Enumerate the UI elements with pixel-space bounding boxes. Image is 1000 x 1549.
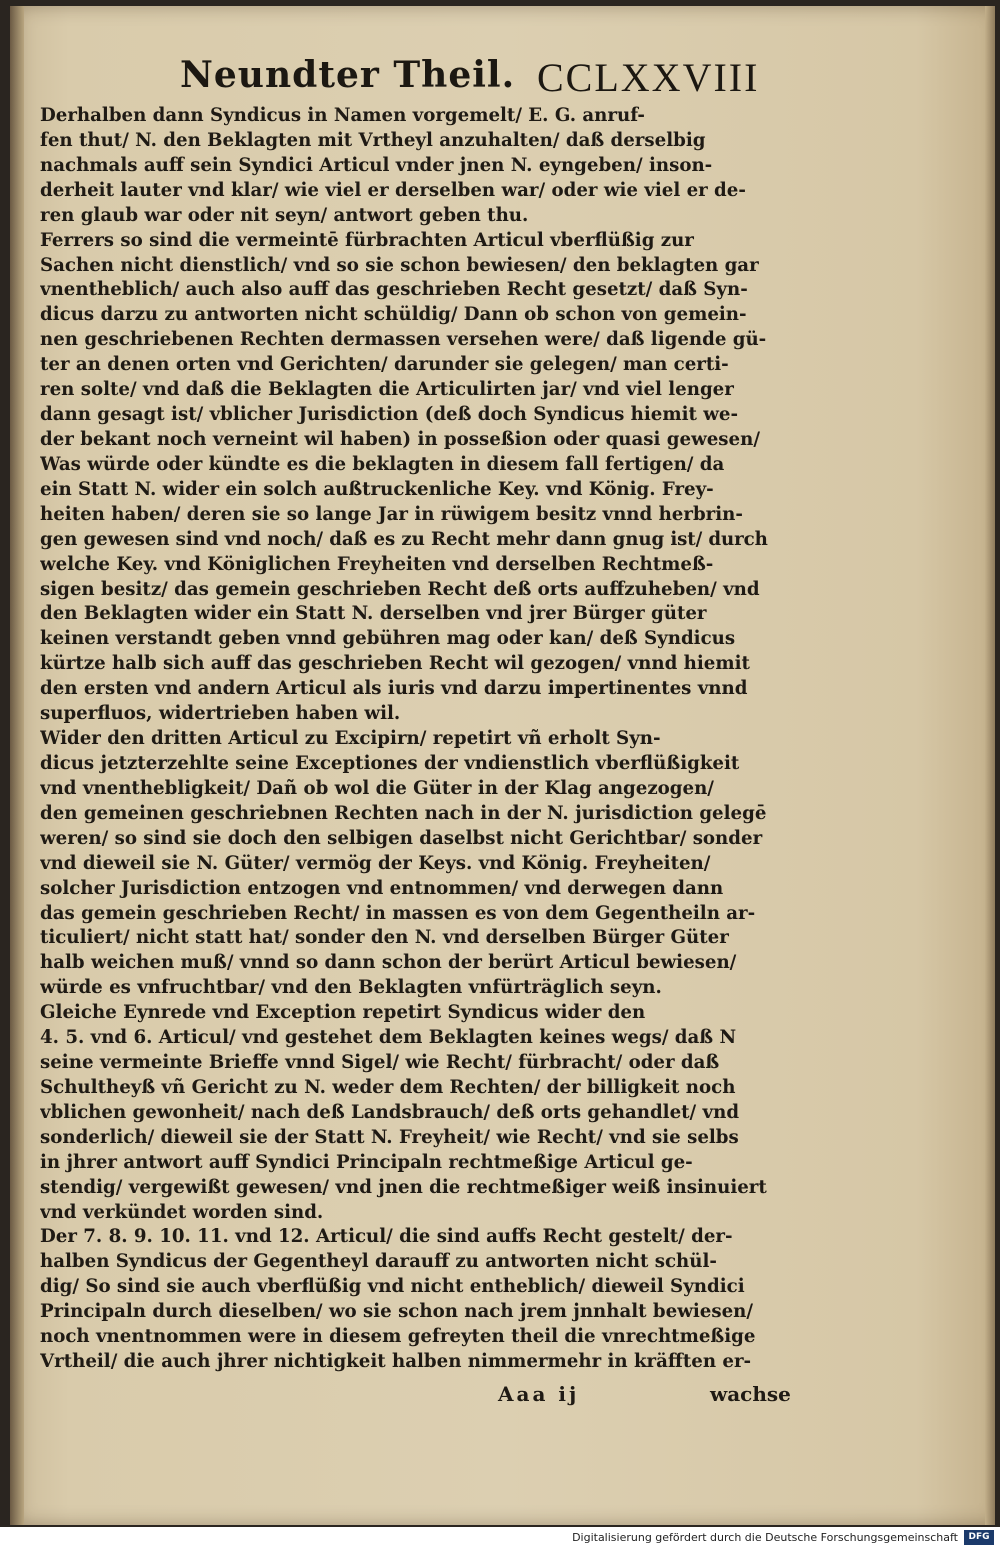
text-line: sonderlich/ dieweil sie der Statt N. Freyheit/ wie Recht/ vnd sie selbs	[40, 1126, 739, 1148]
text-line: Derhalben dann Syndicus in Namen vorgemelt/ E. G. anruf-	[40, 105, 645, 126]
text-line: halb weichen muß/ vnnd so dann schon der berürt Articul bewiesen/	[40, 952, 737, 974]
credit-text: Digitalisierung gefördert durch die Deutsche Forschungsgemeinschaft	[572, 1531, 958, 1544]
text-line: den ersten vnd andern Articul als iuris vnd darzu impertinentes vnnd	[40, 678, 748, 700]
paragraph	[40, 229, 768, 727]
text-line: der bekant noch verneint wil haben) in posseßion oder quasi gewesen/	[40, 428, 760, 450]
signature-mark: Aaa ij	[498, 1382, 580, 1406]
page-header	[10, 54, 995, 106]
text-line: Ferrers so sind die vermeintē fürbrachten Articul vberflüßig zur	[40, 229, 694, 251]
text-line: heiten haben/ deren sie so lange Jar in rüwigem besitz vnnd herbrin-	[40, 503, 743, 525]
main-text-block	[40, 104, 768, 1375]
text-line: ter an denen orten vnd Gerichten/ darunder sie gelegen/ man certi-	[40, 354, 729, 376]
text-line: stendig/ vergewißt gewesen/ vnd jnen die rechtmeßiger weiß insinuiert	[40, 1176, 767, 1198]
page-footer	[10, 1382, 995, 1422]
text-line: vnd dieweil sie N. Güter/ vermög der Keys. vnd König. Freyheiten/	[40, 852, 711, 874]
text-line: das gemein geschrieben Recht/ in massen es von dem Gegentheiln ar-	[40, 902, 756, 924]
text-line: ren glaub war oder nit seyn/ antwort geben thu.	[40, 204, 529, 226]
text-line: ticuliert/ nicht statt hat/ sonder den N. vnd derselben Bürger Güter	[40, 927, 729, 949]
text-line: dann gesagt ist/ vblicher Jurisdiction (deß doch Syndicus hiemit we-	[40, 404, 739, 426]
text-line: Der 7. 8. 9. 10. 11. vnd 12. Articul/ die sind auffs Recht gestelt/ der-	[40, 1226, 733, 1248]
credit-bar	[0, 1527, 1000, 1549]
text-line: gen gewesen sind vnd noch/ daß es zu Recht mehr dann gnug ist/ durch	[40, 528, 768, 550]
dfg-logo: DFG	[964, 1530, 994, 1545]
text-line: Gleiche Eynrede vnd Exception repetirt Syndicus wider den	[40, 1002, 646, 1024]
paragraph	[40, 1001, 768, 1225]
text-line: vnentheblich/ auch also auff das geschrieben Recht gesetzt/ daß Syn-	[40, 279, 748, 301]
text-line: Sachen nicht dienstlich/ vnd so sie schon bewiesen/ den beklagten gar	[40, 254, 759, 276]
text-line: nen geschriebenen Rechten dermassen versehen were/ daß ligende gü-	[40, 329, 767, 351]
text-line: dig/ So sind sie auch vberflüßig vnd nicht entheblich/ dieweil Syndici	[40, 1276, 745, 1298]
text-line: Schultheyß vñ Gericht zu N. weder dem Rechten/ der billigkeit noch	[40, 1076, 736, 1098]
text-line: halben Syndicus der Gegentheyl darauff zu antworten nicht schül-	[40, 1251, 717, 1273]
text-line: solcher Jurisdiction entzogen vnd entnommen/ vnd derwegen dann	[40, 877, 724, 899]
text-line: den Beklagten wider ein Statt N. derselben vnd jrer Bürger güter	[40, 603, 707, 625]
text-line: weren/ so sind sie doch den selbigen daselbst nicht Gerichtbar/ sonder	[40, 827, 763, 849]
text-line: superfluos, widertrieben haben wil.	[40, 703, 401, 725]
paragraph	[40, 104, 768, 229]
catchword: wachse	[710, 1382, 791, 1406]
running-title: Neundter Theil.	[180, 54, 516, 96]
text-line: Vrtheil/ die auch jhrer nichtigkeit halben nimmermehr in kräfften er-	[40, 1351, 752, 1373]
paragraph	[40, 727, 768, 1001]
text-line: in jhrer antwort auff Syndici Principaln rechtmeßige Articul ge-	[40, 1151, 693, 1173]
text-line: dicus jetzterzehlte seine Exceptiones der vndienstlich vberflüßigkeit	[40, 752, 740, 774]
text-line: Principaln durch dieselben/ wo sie schon nach jrem jnnhalt bewiesen/	[40, 1301, 754, 1323]
text-line: keinen verstandt geben vnnd gebühren mag oder kan/ deß Syndicus	[40, 628, 736, 650]
folio-number: CCLXXVIII	[537, 55, 760, 100]
text-line: ren solte/ vnd daß die Beklagten die Articulirten jar/ vnd viel lenger	[40, 379, 734, 401]
text-line: vblichen gewonheit/ nach deß Landsbrauch/ deß orts gehandlet/ vnd	[40, 1101, 740, 1123]
text-line: vnd vnenthebligkeit/ Dañ ob wol die Güter in der Klag angezogen/	[40, 777, 714, 799]
text-line: vnd verkündet worden sind.	[40, 1201, 324, 1223]
text-line: sigen besitz/ das gemein geschrieben Recht deß orts auffzuheben/ vnd	[40, 578, 760, 600]
text-line: seine vermeinte Brieffe vnnd Sigel/ wie Recht/ fürbracht/ oder daß	[40, 1052, 720, 1074]
text-line: würde es vnfruchtbar/ vnd den Beklagten vnfürträglich seyn.	[40, 977, 662, 999]
text-line: nachmals auff sein Syndici Articul vnder jnen N. eyngeben/ inson-	[40, 154, 713, 176]
page-edge	[985, 6, 995, 1525]
text-line: welche Key. vnd Königlichen Freyheiten vnd derselben Rechtmeß-	[40, 553, 714, 575]
text-line: 4. 5. vnd 6. Articul/ vnd gestehet dem Beklagten keines wegs/ daß N	[40, 1027, 737, 1049]
text-line: den gemeinen geschriebnen Rechten nach in der N. jurisdiction gelegē	[40, 802, 767, 824]
text-line: noch vnentnommen were in diesem gefreyten theil die vnrechtmeßige	[40, 1326, 756, 1348]
page-gutter	[10, 6, 24, 1525]
paragraph	[40, 1225, 768, 1375]
text-line: derheit lauter vnd klar/ wie viel er derselben war/ oder wie viel er de-	[40, 179, 746, 201]
text-line: ein Statt N. wider ein solch außtruckenliche Key. vnd König. Frey-	[40, 478, 714, 500]
text-line: Was würde oder kündte es die beklagten in diesem fall fertigen/ da	[40, 453, 725, 475]
text-line: kürtze halb sich auff das geschrieben Recht wil gezogen/ vnnd hiemit	[40, 653, 750, 675]
text-line: Wider den dritten Articul zu Excipirn/ repetirt vñ erholt Syn-	[40, 728, 661, 750]
text-line: fen thut/ N. den Beklagten mit Vrtheyl anzuhalten/ daß derselbig	[40, 129, 706, 151]
book-page	[10, 6, 995, 1525]
text-line: dicus darzu zu antworten nicht schüldig/ Dann ob schon von gemein-	[40, 304, 747, 326]
